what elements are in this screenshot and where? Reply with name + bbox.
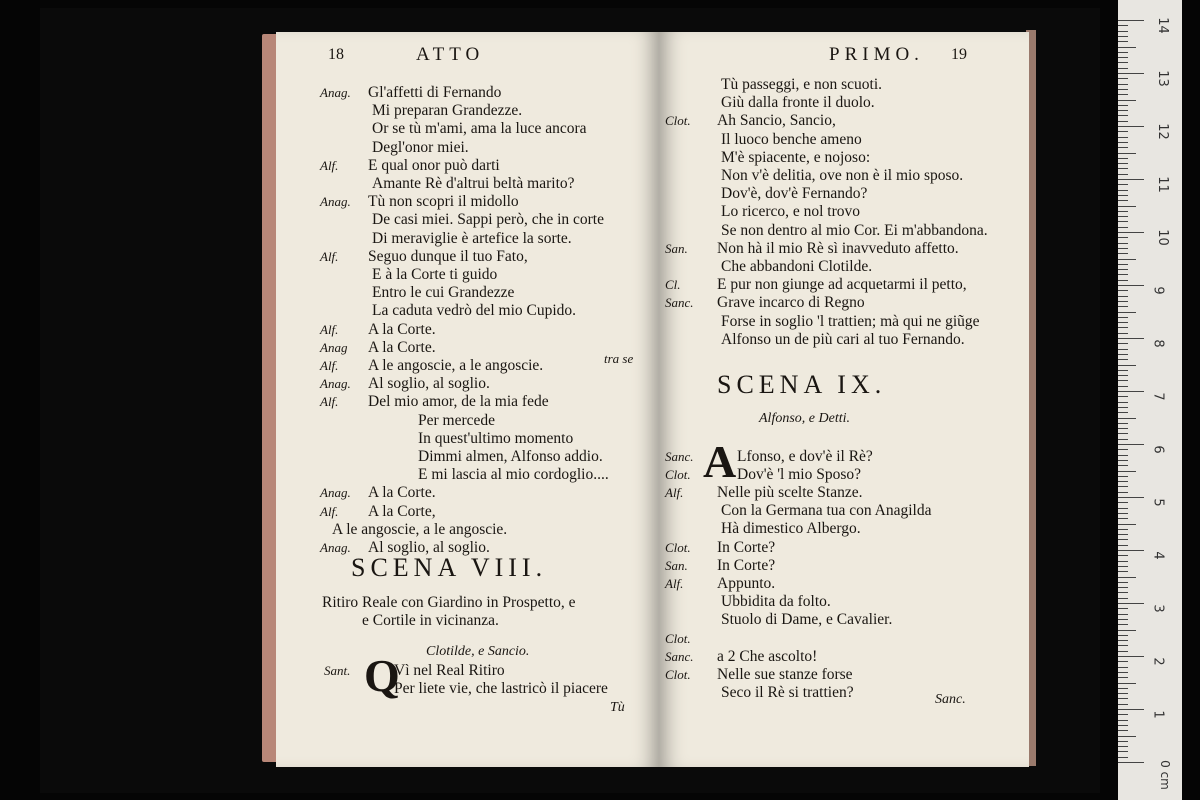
ruler-tick <box>1118 259 1136 260</box>
ruler-tick <box>1118 301 1128 302</box>
speaker-label: Alf. <box>320 157 339 173</box>
speaker-label: Anag <box>320 339 348 355</box>
ruler-tick <box>1118 327 1128 328</box>
verse-line: E qual onor può darti <box>368 156 500 174</box>
ruler-tick <box>1118 41 1128 42</box>
ruler-tick <box>1118 428 1128 429</box>
scene-title-ix: SCENA IX. <box>717 370 887 399</box>
speaker-label: Clot. <box>665 467 691 483</box>
verse-line: A la Corte. <box>368 338 436 356</box>
ruler-tick <box>1118 651 1128 652</box>
ruler-tick <box>1118 105 1128 106</box>
ruler-number: 9 <box>1150 286 1166 295</box>
verse-line: Non hà il mio Rè sì inavveduto affetto. <box>717 239 959 257</box>
speaker-label: Clot. <box>665 667 691 682</box>
scene-persons-viii: Clotilde, e Sancio. <box>426 644 530 659</box>
ruler-tick <box>1118 725 1128 726</box>
speaker-label: Clot. <box>665 630 691 646</box>
speaker-label: Anag. <box>320 85 351 100</box>
verse-line: A le angoscie, a le angoscie. <box>368 357 544 374</box>
verse-line: E à la Corte ti guido <box>372 266 498 283</box>
verse-line: Nelle più scelte Stanze. <box>717 484 863 501</box>
verse-line: A la Corte. <box>368 484 436 502</box>
ruler-tick <box>1118 455 1128 456</box>
ruler-tick <box>1118 471 1136 472</box>
ruler-tick <box>1118 206 1136 207</box>
ruler-tick <box>1118 587 1128 588</box>
ruler-tick <box>1118 396 1128 397</box>
ruler-tick <box>1118 598 1128 599</box>
verse-line: Gl'affetti di Fernando <box>368 84 502 101</box>
ruler-tick <box>1118 433 1128 434</box>
ruler-tick <box>1118 20 1144 21</box>
verse-line: Appunto. <box>717 575 776 592</box>
ruler-tick <box>1118 126 1144 127</box>
ruler-tick <box>1118 290 1128 291</box>
ruler-tick <box>1118 449 1128 450</box>
ruler-tick <box>1118 550 1144 551</box>
verse-line: Se non dentro al mio Cor. Ei m'abbandona. <box>721 221 988 239</box>
ruler-unit-label: 0 cm <box>1157 760 1172 790</box>
ruler-tick <box>1118 211 1128 212</box>
ruler-tick <box>1118 608 1128 609</box>
ruler-tick <box>1118 280 1128 281</box>
verse-line: De casi miei. Sappi però, che in corte <box>372 211 604 229</box>
ruler-tick <box>1118 624 1128 625</box>
ruler-tick <box>1118 163 1128 164</box>
ruler-tick <box>1118 285 1144 286</box>
ruler-tick <box>1118 158 1128 159</box>
verse-line: Il luoco benche ameno <box>721 130 862 148</box>
ruler-tick <box>1118 264 1128 265</box>
ruler-tick <box>1118 84 1128 85</box>
ruler-tick <box>1118 338 1144 339</box>
verse-line: Seguo dunque il tuo Fato, <box>368 247 528 265</box>
speaker-label: Sant. <box>324 663 351 678</box>
ruler-tick <box>1118 418 1136 419</box>
verse-line: Mi preparan Grandezze. <box>372 102 523 120</box>
speaker-label: Clot. <box>665 113 691 129</box>
scene-persons-ix: Alfonso, e Detti. <box>759 411 850 426</box>
ruler-tick <box>1118 354 1128 355</box>
speaker-label: Alf. <box>320 394 339 410</box>
ruler-tick <box>1118 656 1144 657</box>
verse-line: Or se tù m'ami, ama la luce ancora <box>372 120 587 138</box>
ruler-tick <box>1118 110 1128 111</box>
ruler-tick <box>1118 529 1128 530</box>
ruler-tick <box>1118 502 1128 503</box>
ruler-tick <box>1118 577 1136 578</box>
ruler-tick <box>1118 131 1128 132</box>
ruler-tick <box>1118 423 1128 424</box>
catchword-right: Sanc. <box>935 692 966 707</box>
ruler-tick <box>1118 89 1128 90</box>
verse-line: Seco il Rè si trattien? <box>721 684 854 702</box>
ruler-tick <box>1118 227 1128 228</box>
ruler-number: 7 <box>1150 392 1166 401</box>
verse-line: Ah Sancio, Sancio, <box>717 112 836 130</box>
verse-line: Ubbidita da folto. <box>721 593 831 611</box>
ruler-tick <box>1118 746 1128 747</box>
ruler-tick <box>1118 73 1144 74</box>
ruler-tick <box>1118 497 1144 498</box>
ruler-tick <box>1118 57 1128 58</box>
ruler-tick <box>1118 751 1128 752</box>
ruler-tick <box>1118 476 1128 477</box>
ruler-tick <box>1118 296 1128 297</box>
ruler-tick <box>1118 492 1128 493</box>
ruler-tick <box>1118 317 1128 318</box>
speaker-label: Alf. <box>320 358 339 373</box>
verse-line: A la Corte, <box>368 502 436 520</box>
ruler-tick <box>1118 190 1128 191</box>
ruler-tick <box>1118 698 1128 699</box>
ruler-tick <box>1118 200 1128 201</box>
ruler-tick <box>1118 592 1128 593</box>
ruler-tick <box>1118 375 1128 376</box>
ruler-number: 8 <box>1150 339 1166 348</box>
ruler-tick <box>1118 518 1128 519</box>
left-running-head: ATTO <box>416 44 485 65</box>
verse-line: In Corte? <box>717 556 776 574</box>
ruler-tick <box>1118 306 1128 307</box>
speaker-label: San. <box>665 240 688 256</box>
ruler-tick <box>1118 704 1128 705</box>
ruler-tick <box>1118 243 1128 244</box>
ruler-tick <box>1118 31 1128 32</box>
ruler-tick <box>1118 274 1128 275</box>
ruler-tick <box>1118 179 1144 180</box>
verse-line: Lfonso, e dov'è il Rè? <box>737 448 873 465</box>
ruler-tick <box>1118 237 1128 238</box>
ruler-tick <box>1118 683 1136 684</box>
verse-line: Degl'onor miei. <box>372 138 469 156</box>
verse-line: Al soglio, al soglio. <box>368 375 490 393</box>
ruler-number: 11 <box>1154 176 1170 193</box>
speaker-label: Anag. <box>320 194 351 210</box>
ruler-tick <box>1118 439 1128 440</box>
scene-description-line-1: Ritiro Reale con Giardino in Prospetto, e <box>322 594 576 611</box>
ruler-tick <box>1118 720 1128 721</box>
verse-line: Alfonso un de più cari al tuo Fernando. <box>721 330 965 348</box>
speaker-label: Sanc. <box>665 648 694 664</box>
speaker-label: Anag. <box>320 540 351 555</box>
ruler-tick <box>1118 365 1136 366</box>
ruler-tick <box>1118 359 1128 360</box>
ruler-number: 12 <box>1154 123 1170 140</box>
speaker-label: San. <box>665 557 688 573</box>
ruler-tick <box>1118 672 1128 673</box>
verse-line: Grave incarco di Regno <box>717 294 865 312</box>
ruler-number: 3 <box>1150 604 1166 613</box>
ruler-tick <box>1118 184 1128 185</box>
ruler-tick <box>1118 762 1144 763</box>
left-page-number: 18 <box>328 46 344 63</box>
verse-line: E pur non giunge ad acquetarmi il petto, <box>717 276 967 294</box>
ruler-number: 10 <box>1154 229 1170 246</box>
ruler-tick <box>1118 730 1128 731</box>
verse-line: a 2 Che ascolto! <box>717 647 818 665</box>
ruler-tick <box>1118 68 1128 69</box>
ruler-tick <box>1118 566 1128 567</box>
ruler-tick <box>1118 370 1128 371</box>
ruler-tick <box>1118 757 1128 758</box>
speaker-label: Anag. <box>320 485 351 501</box>
speaker-label: Alf. <box>320 503 339 519</box>
scene-title-viii: SCENA VIII. <box>351 553 548 582</box>
ruler-tick <box>1118 248 1128 249</box>
ruler-tick <box>1118 137 1128 138</box>
verse-line: Giù dalla fronte il duolo. <box>721 94 875 112</box>
ruler-tick <box>1118 619 1128 620</box>
drop-capital-a: A <box>703 436 737 487</box>
verse-line: Al soglio, al soglio. <box>368 539 490 556</box>
speaker-label: Alf. <box>665 485 684 500</box>
right-page <box>659 32 1029 767</box>
ruler-tick <box>1118 121 1128 122</box>
ruler-tick <box>1118 47 1136 48</box>
ruler-tick <box>1118 333 1128 334</box>
ruler-tick <box>1118 25 1128 26</box>
ruler-tick <box>1118 174 1128 175</box>
verse-line: A la Corte. <box>368 320 436 338</box>
ruler-tick <box>1118 312 1136 313</box>
verse-line: Stuolo di Dame, e Cavalier. <box>721 611 893 629</box>
verse-line: Dimmi almen, Alfonso addio. <box>418 448 603 465</box>
verse-line: Non v'è delitia, ove non è il mio sposo. <box>721 167 964 184</box>
verse-line: Lo ricerco, e nol trovo <box>721 203 861 221</box>
ruler-tick <box>1118 693 1128 694</box>
verse-line: Hà dimestico Albergo. <box>721 520 861 538</box>
ruler-tick <box>1118 465 1128 466</box>
ruler-tick <box>1118 741 1128 742</box>
verse-line: E mi lascia al mio cordoglio.... <box>418 466 609 484</box>
ruler-tick <box>1118 709 1144 710</box>
ruler-tick <box>1118 153 1136 154</box>
ruler-tick <box>1118 322 1128 323</box>
ruler-tick <box>1118 232 1144 233</box>
ruler-tick <box>1118 486 1128 487</box>
ruler-tick <box>1118 539 1128 540</box>
ruler-tick <box>1118 62 1128 63</box>
catchword-left: Tù <box>610 700 625 715</box>
verse-line: Amante Rè d'altrui beltà marito? <box>372 175 575 192</box>
verse-line: Del mio amor, de la mia fede <box>368 393 549 411</box>
ruler-tick <box>1118 115 1128 116</box>
verse-line: La caduta vedrò del mio Cupido. <box>372 302 577 320</box>
ruler-tick <box>1118 386 1128 387</box>
ruler-number: 5 <box>1150 498 1166 507</box>
speaker-label: Cl. <box>665 277 681 293</box>
ruler-tick <box>1118 661 1128 662</box>
ruler-tick <box>1118 391 1144 392</box>
speaker-label: Sanc. <box>665 449 694 464</box>
ruler-tick <box>1118 195 1128 196</box>
scene-second-line: Per liete vie, che lastricò il piacere <box>394 680 608 697</box>
ruler-tick <box>1118 645 1128 646</box>
ruler-number: 14 <box>1154 17 1170 34</box>
ruler-tick <box>1118 630 1136 631</box>
ruler-tick <box>1118 534 1128 535</box>
verse-line: Entro le cui Grandezze <box>372 284 515 302</box>
verse-line: A le angoscie, a le angoscie. <box>332 520 508 538</box>
ruler-number: 4 <box>1150 551 1166 560</box>
ruler-tick <box>1118 94 1128 95</box>
ruler-tick <box>1118 253 1128 254</box>
verse-line: Di meraviglie è artefice la sorte. <box>372 229 572 247</box>
ruler-tick <box>1118 343 1128 344</box>
speaker-label: Anag. <box>320 376 351 392</box>
verse-line: Dov'è, dov'è Fernando? <box>721 185 868 203</box>
ruler-tick <box>1118 269 1128 270</box>
measurement-ruler <box>1118 0 1182 800</box>
ruler-tick <box>1118 349 1128 350</box>
verse-line: Con la Germana tua con Anagilda <box>721 502 932 520</box>
scene-first-line: Vì nel Real Ritiro <box>394 662 505 679</box>
scene-description-line-2: e Cortile in vicinanza. <box>362 612 499 629</box>
open-book <box>262 26 1032 771</box>
right-page-number: 19 <box>951 46 967 63</box>
ruler-tick <box>1118 640 1128 641</box>
ruler-tick <box>1118 736 1136 737</box>
speaker-label: Alf. <box>665 576 684 591</box>
ruler-tick <box>1118 407 1128 408</box>
ruler-tick <box>1118 614 1128 615</box>
ruler-tick <box>1118 714 1128 715</box>
ruler-tick <box>1118 52 1128 53</box>
ruler-number: 2 <box>1150 657 1166 666</box>
drop-capital-q: Q <box>364 650 400 701</box>
ruler-tick <box>1118 412 1128 413</box>
speaker-label: Clot. <box>665 539 691 555</box>
verse-line: Nelle sue stanze forse <box>717 666 853 683</box>
verse-line: Che abbandoni Clotilde. <box>721 258 873 275</box>
verse-line: Per mercede <box>418 411 496 429</box>
ruler-tick <box>1118 513 1128 514</box>
ruler-tick <box>1118 545 1128 546</box>
ruler-tick <box>1118 667 1128 668</box>
ruler-tick <box>1118 36 1128 37</box>
ruler-tick <box>1118 402 1128 403</box>
ruler-tick <box>1118 688 1128 689</box>
left-page <box>276 32 659 767</box>
ruler-tick <box>1118 380 1128 381</box>
ruler-tick <box>1118 216 1128 217</box>
ruler-tick <box>1118 561 1128 562</box>
ruler-tick <box>1118 147 1128 148</box>
ruler-tick <box>1118 677 1128 678</box>
ruler-number: 13 <box>1154 70 1170 87</box>
stage-direction-tra-se: tra se <box>604 351 634 366</box>
ruler-tick <box>1118 582 1128 583</box>
ruler-tick <box>1118 100 1136 101</box>
verse-line: Forse in soglio 'l trattien; mà qui ne giũge <box>721 312 980 330</box>
ruler-tick <box>1118 168 1128 169</box>
verse-line: Tù passeggi, e non scuoti. <box>721 76 883 93</box>
ruler-tick <box>1118 481 1128 482</box>
verse-line: In Corte? <box>717 538 776 556</box>
ruler-tick <box>1118 78 1128 79</box>
ruler-tick <box>1118 508 1128 509</box>
ruler-tick <box>1118 444 1144 445</box>
ruler-tick <box>1118 142 1128 143</box>
ruler-tick <box>1118 571 1128 572</box>
ruler-tick <box>1118 555 1128 556</box>
verse-line: In quest'ultimo momento <box>418 429 574 447</box>
ruler-number: 1 <box>1150 710 1166 719</box>
verse-line: M'è spiacente, e nojoso: <box>721 148 871 166</box>
ruler-tick <box>1118 524 1136 525</box>
ruler-tick <box>1118 603 1144 604</box>
speaker-label: Alf. <box>320 321 339 337</box>
ruler-number: 6 <box>1150 445 1166 454</box>
verse-line: Dov'è 'l mio Sposo? <box>737 466 861 484</box>
speaker-label: Sanc. <box>665 295 694 311</box>
ruler-tick <box>1118 460 1128 461</box>
ruler-tick <box>1118 221 1128 222</box>
verse-line: Tù non scopri il midollo <box>368 193 519 211</box>
right-running-head: PRIMO. <box>829 44 924 65</box>
speaker-label: Alf. <box>320 248 339 264</box>
ruler-tick <box>1118 635 1128 636</box>
